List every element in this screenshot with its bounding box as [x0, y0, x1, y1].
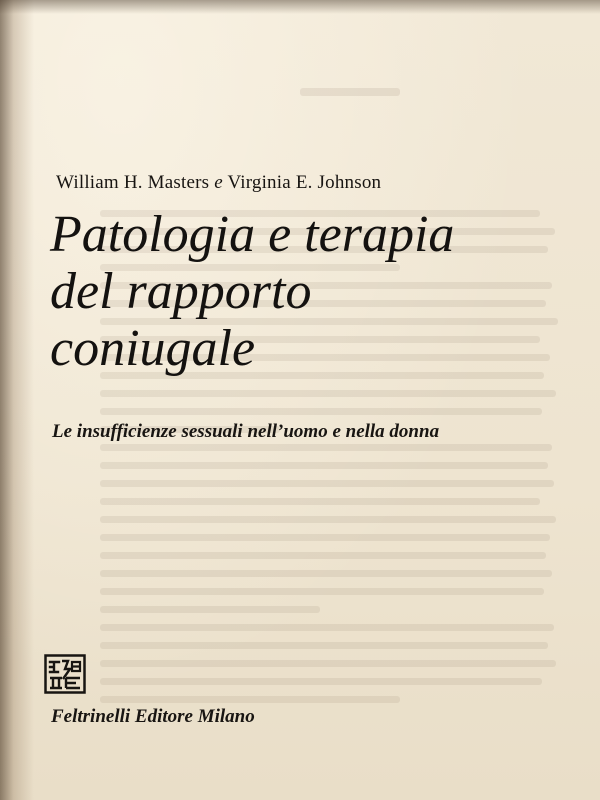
- ghost-line: [100, 696, 400, 703]
- ghost-line: [100, 552, 546, 559]
- title-line-2: del rapporto: [50, 263, 312, 320]
- ghost-line: [100, 390, 556, 397]
- ghost-line: [100, 624, 554, 631]
- ghost-line: [100, 480, 554, 487]
- ghost-line: [100, 462, 548, 469]
- ghost-line: [100, 588, 544, 595]
- title-line-1: Patologia e terapia: [50, 206, 455, 263]
- author-first: William H. Masters: [56, 172, 210, 193]
- publisher-logo-icon: [44, 654, 86, 694]
- ghost-line: [100, 678, 542, 685]
- author-second: Virginia E. Johnson: [227, 172, 382, 193]
- authors-conjunction: e: [214, 172, 223, 193]
- ghost-line: [100, 444, 552, 451]
- ghost-line: [100, 570, 552, 577]
- title-line-3: coniugale: [50, 320, 256, 377]
- ghost-line: [100, 498, 540, 505]
- ghost-line: [100, 516, 556, 523]
- ghost-line: [100, 606, 320, 613]
- ghost-line: [100, 660, 556, 667]
- ghost-line: [100, 642, 548, 649]
- publisher-imprint: Feltrinelli Editore Milano: [51, 706, 255, 727]
- ghost-line: [100, 408, 542, 415]
- book-subtitle: Le insufficienze sessuali nell’uomo e nella donna: [52, 421, 440, 442]
- page-top-edge: [0, 0, 600, 14]
- binding-gutter-shadow: [0, 0, 34, 800]
- ghost-heading: [300, 88, 400, 96]
- authors-line: [56, 172, 381, 194]
- ghost-line: [100, 534, 550, 541]
- reverse-side-show-through: [100, 70, 570, 710]
- book-title: [50, 206, 595, 377]
